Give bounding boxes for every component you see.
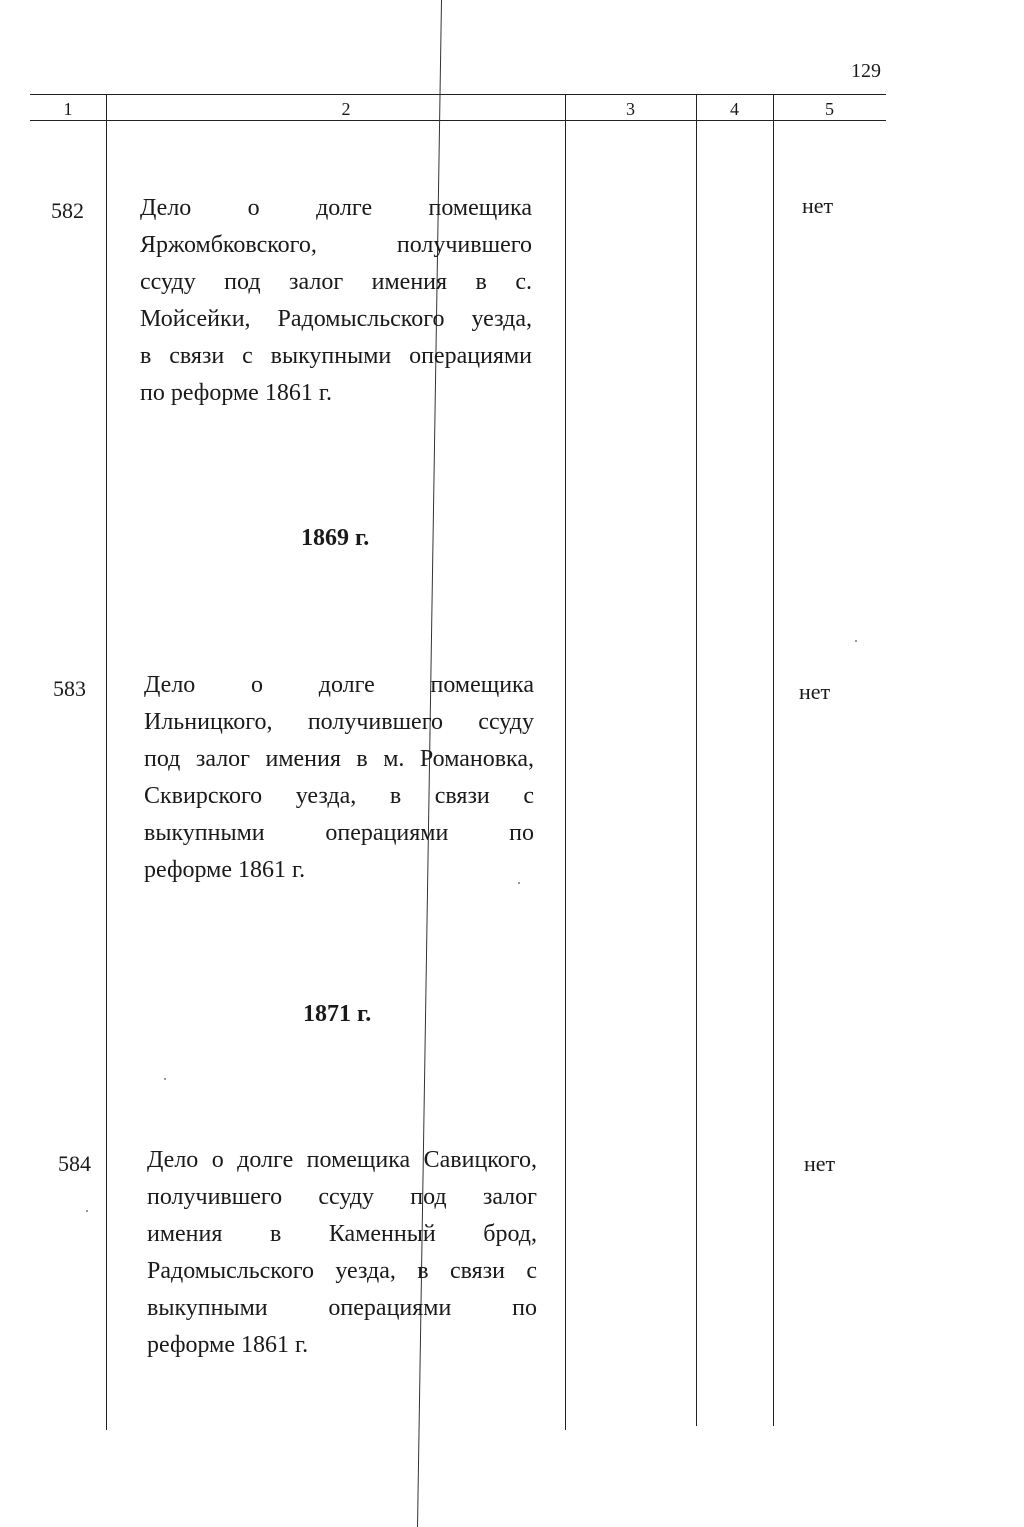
record-number: 583 <box>53 676 86 701</box>
description-line: выкупными операциями по <box>144 820 534 846</box>
description-line: реформе 1861 г. <box>147 1332 309 1358</box>
description-line: Дело о долге помещика <box>140 195 532 221</box>
description-line: Яржомбковского, получившего <box>140 232 532 258</box>
record-status: нет <box>802 193 834 218</box>
column-header-4: 4 <box>730 99 739 119</box>
description-line: под залог имения в м. Романовка, <box>144 746 534 772</box>
record-number: 582 <box>51 198 84 223</box>
description-line: получившего ссуду под залог <box>147 1184 537 1210</box>
record-description <box>144 667 534 889</box>
scan-speck <box>855 640 857 642</box>
column-divider-4 <box>773 94 774 1426</box>
description-line: Ильницкого, получившего ссуду <box>144 709 534 735</box>
column-divider-3 <box>696 94 697 1426</box>
description-line: Мойсейки, Радомысльского уезда, <box>140 306 532 332</box>
record-status: нет <box>799 679 831 704</box>
description-line: ссуду под залог имения в с. <box>140 269 532 295</box>
year-heading: 1871 г. <box>303 1001 372 1027</box>
column-divider-1 <box>106 94 107 1430</box>
column-header-2: 2 <box>341 99 351 119</box>
record-number: 584 <box>58 1151 91 1176</box>
description-line: по реформе 1861 г. <box>140 380 332 406</box>
column-header-3: 3 <box>626 99 635 119</box>
record-description <box>147 1142 537 1364</box>
column-header-1: 1 <box>63 99 73 119</box>
scan-speck <box>86 1210 88 1212</box>
description-line: имения в Каменный брод, <box>147 1221 537 1247</box>
description-line: реформе 1861 г. <box>144 857 306 883</box>
column-header-5: 5 <box>825 99 834 119</box>
scan-speck <box>518 882 520 884</box>
description-line: Дело о долге помещика Савицкого, <box>147 1147 537 1173</box>
description-line: Дело о долге помещика <box>144 672 534 698</box>
description-line: Сквирского уезда, в связи с <box>144 783 534 809</box>
description-line: в связи с выкупными операциями <box>140 343 532 369</box>
year-heading: 1869 г. <box>301 525 370 551</box>
scan-speck <box>164 1078 166 1080</box>
column-divider-2 <box>565 94 566 1430</box>
record-status: нет <box>804 1151 836 1176</box>
header-top-rule <box>30 94 886 95</box>
record-description <box>140 190 532 412</box>
header-bottom-rule <box>30 120 886 121</box>
description-line: выкупными операциями по <box>147 1295 537 1321</box>
description-line: Радомысльского уезда, в связи с <box>147 1258 537 1284</box>
page-number: 129 <box>851 60 881 82</box>
